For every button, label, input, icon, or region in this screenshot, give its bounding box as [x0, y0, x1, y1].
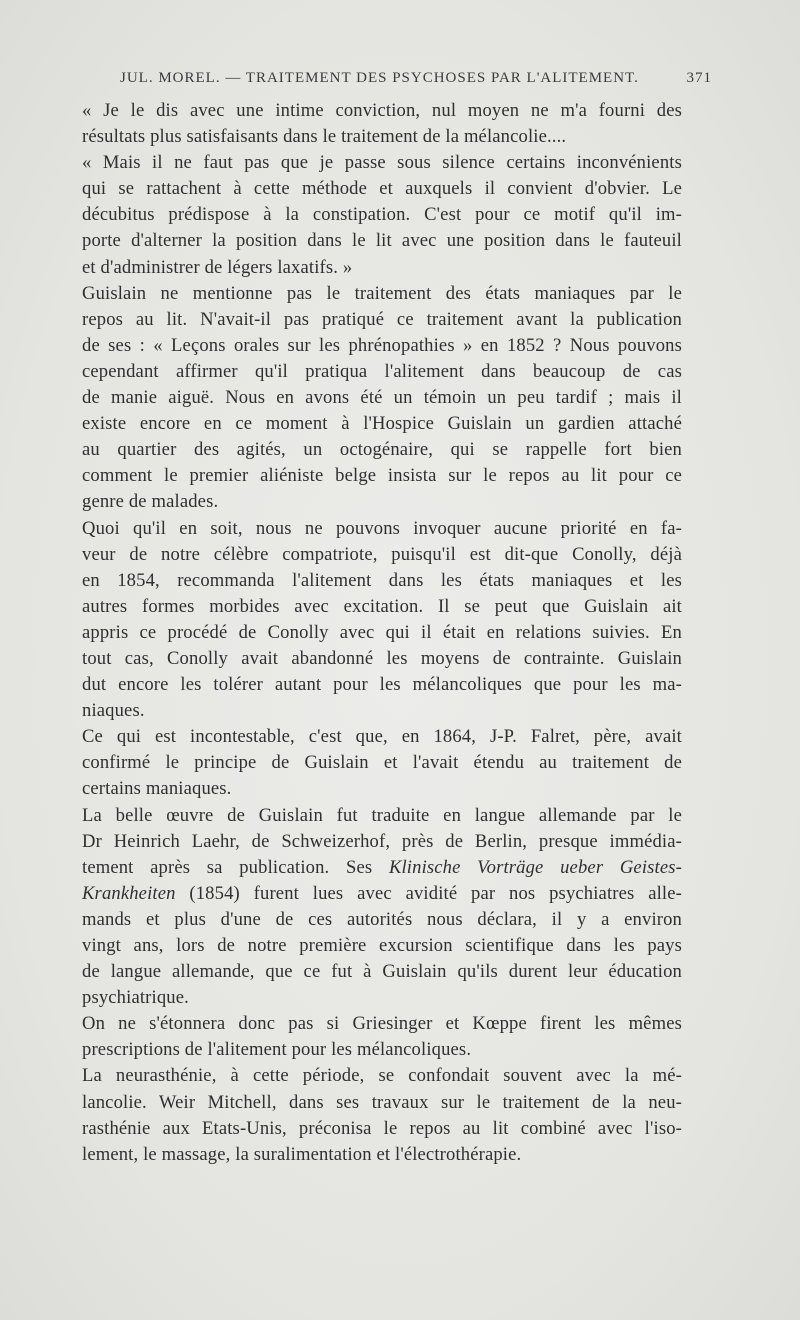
text-line: de ses : « Leçons orales sur les phrénopathies » en 1852 ? Nous pouvons — [82, 334, 682, 356]
text-line-with-title — [82, 881, 682, 907]
text-line: et d'administrer de légers laxatifs. » — [82, 256, 353, 278]
text-line-with-title — [82, 855, 682, 881]
text-line: résultats plus satisfaisants dans le traitement de la mélancolie.... — [82, 126, 567, 148]
text-line: qui se rattachent à cette méthode et auxquels il convient d'obvier. Le — [82, 178, 682, 200]
text-line: dut encore les tolérer autant pour les mélancoliques que pour les ma- — [82, 674, 682, 696]
text-line: de langue allemande, que ce fut à Guislain qu'ils durent leur éducation — [82, 961, 682, 983]
text-line: « Mais il ne faut pas que je passe sous silence certains inconvénients — [82, 152, 682, 174]
text-line: en 1854, recommanda l'alitement dans les états maniaques et les — [82, 569, 682, 591]
text-line: repos au lit. N'avait-il pas pratiqué ce traitement avant la publication — [82, 308, 682, 330]
text-line: cependant affirmer qu'il pratiqua l'alitement dans beaucoup de cas — [82, 360, 682, 382]
text-line: psychiatrique. — [82, 987, 189, 1009]
text-line: existe encore en ce moment à l'Hospice Guislain un gardien attaché — [82, 413, 682, 435]
text-line: comment le premier aliéniste belge insista sur le repos au lit pour ce — [82, 465, 682, 487]
text-line: rasthénie aux Etats-Unis, préconisa le repos au lit combiné avec l'iso- — [82, 1117, 682, 1139]
text-line: On ne s'étonnera donc pas si Griesinger et Kœppe firent les mêmes — [82, 1013, 682, 1035]
paragraph-laehr — [82, 803, 682, 1012]
text-line: La belle œuvre de Guislain fut traduite en langue allemande par le — [82, 804, 682, 826]
text-line: confirmé le principe de Guislain et l'avait étendu au traitement de — [82, 752, 682, 774]
text-line: veur de notre célèbre compatriote, puisqu'il est dit-que Conolly, déjà — [82, 543, 682, 565]
text-line: au quartier des agités, un octogénaire, qui se rappelle fort bien — [82, 439, 682, 461]
text-line: certains maniaques. — [82, 778, 232, 800]
text-line: lement, le massage, la suralimentation et l'électrothérapie. — [82, 1143, 522, 1165]
text-line: décubitus prédispose à la constipation. C'est pour ce motif qu'il im- — [82, 204, 682, 226]
running-header — [120, 70, 712, 94]
page-number: 371 — [686, 70, 712, 86]
text-line: La neurasthénie, à cette période, se confondait souvent avec la mé- — [82, 1065, 682, 1087]
text-fragment: (1854) furent lues avec avidité par nos psychiatres alle- — [175, 882, 682, 904]
text-line: genre de malades. — [82, 491, 219, 513]
text-line: porte d'alterner la position dans le lit avec une position dans le fauteuil — [82, 230, 682, 252]
body-text — [82, 98, 682, 1168]
text-line: Guislain ne mentionne pas le traitement des états maniaques par le — [82, 282, 682, 304]
paragraph-falret — [82, 724, 682, 802]
paragraph-guislain-mania — [82, 281, 682, 516]
text-line: Ce qui est incontestable, c'est que, en 1864, J-P. Falret, père, avait — [82, 726, 682, 748]
text-line: Dr Heinrich Laehr, de Schweizerhof, près de Berlin, presque immédia- — [82, 830, 682, 852]
text-line: appris ce procédé de Conolly avec qui il était en relations suivies. En — [82, 621, 682, 643]
running-title: JUL. MOREL. — TRAITEMENT DES PSYCHOSES PAR L'ALITEMENT. — [120, 70, 639, 86]
text-line: prescriptions de l'alitement pour les mélancoliques. — [82, 1039, 472, 1061]
text-fragment: tement après sa publication. Ses — [82, 856, 389, 878]
text-line: « Je le dis avec une intime conviction, nul moyen ne m'a fourni des — [82, 100, 682, 121]
paragraph-quote-1 — [82, 98, 682, 150]
text-line: mands et plus d'une de ces autorités nous déclara, il y a environ — [82, 908, 682, 930]
text-line: niaques. — [82, 700, 145, 722]
text-line: vingt ans, lors de notre première excursion scientifique dans les pays — [82, 935, 682, 956]
paragraph-quote-2 — [82, 150, 682, 280]
book-title-italic: Klinische Vorträge ueber Geistes- — [388, 856, 682, 878]
text-line: de manie aiguë. Nous en avons été un témoin un peu tardif ; mais il — [82, 387, 682, 409]
text-line: autres formes morbides avec excitation. Il se peut que Guislain ait — [82, 595, 682, 617]
book-title-italic: Krankheiten — [82, 882, 176, 904]
paragraph-priority — [82, 516, 682, 725]
text-line: Quoi qu'il en soit, nous ne pouvons invoquer aucune priorité en fa- — [82, 517, 682, 539]
text-line: tout cas, Conolly avait abandonné les moyens de contrainte. Guislain — [82, 647, 682, 669]
paragraph-griesinger — [82, 1011, 682, 1063]
paragraph-neurasthenia — [82, 1063, 682, 1167]
text-line: lancolie. Weir Mitchell, dans ses travaux sur le traitement de la neu- — [82, 1091, 682, 1113]
